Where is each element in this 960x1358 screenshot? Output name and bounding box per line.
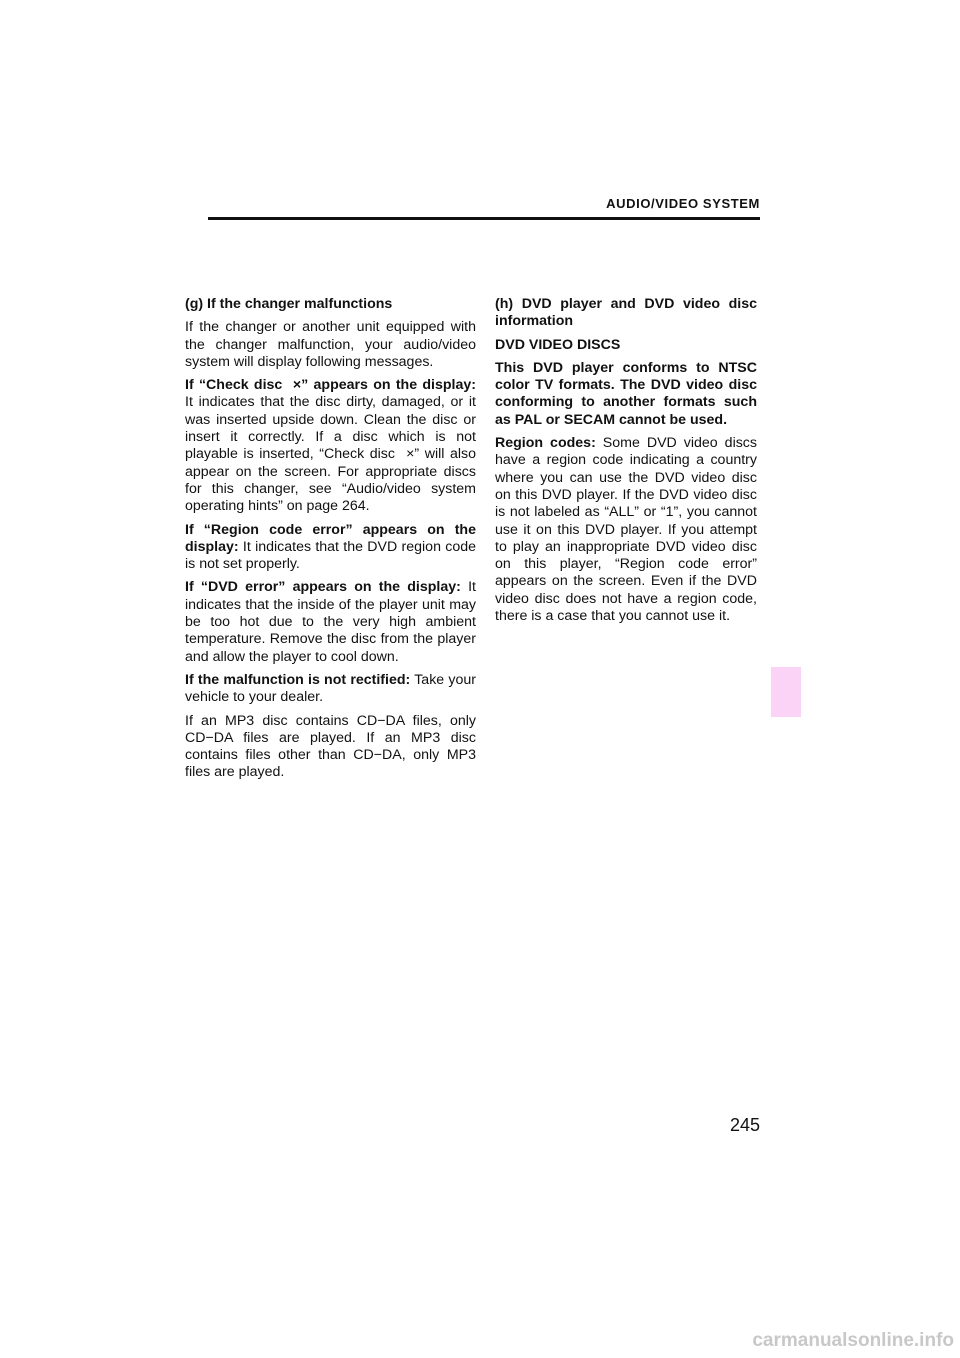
section-heading-g: (g) If the changer malfunctions bbox=[185, 296, 393, 312]
right-column bbox=[495, 296, 757, 631]
dvd-error-label: If “DVD error” appears on the display: bbox=[185, 579, 461, 596]
intro-paragraph: If the changer or another unit equipped with the changer malfunction, your audio/video system will display following messages. bbox=[185, 319, 476, 370]
header-rule bbox=[208, 217, 760, 220]
region-error-paragraph bbox=[185, 522, 476, 574]
ntsc-paragraph: This DVD player conforms to NTSC color TV formats. The DVD video disc conforming to another formats such as PAL or SECAM cannot be used. bbox=[495, 359, 757, 428]
chapter-side-tab bbox=[771, 667, 801, 717]
region-error-text: It indicates that the DVD region code is not set properly. bbox=[185, 538, 476, 573]
check-disc-text: It indicates that the disc dirty, damaged, or it was inserted upside down. Clean the disc or insert it correctly. If a disc which is not playable is inserted, “Check disc ×” will also appear on the screen. For appropriate discs for this changer, see “Audio/video system operating hints” on page 264. bbox=[185, 394, 476, 515]
section-heading-h: (h) DVD player and DVD video disc information bbox=[495, 296, 757, 330]
region-codes-text: Some DVD video discs have a region code indicating a country where you can use the DVD video disc on this DVD player. If the DVD video disc is not labeled as “ALL” or “1”, you cannot use it on this DVD player. If you attempt to play an inappropriate DVD video disc on this player, “Region code error” appears on the screen. Even if the DVD video disc does not have a region code, there is a case that you cannot use it. bbox=[495, 435, 757, 625]
page-header-title: AUDIO/VIDEO SYSTEM bbox=[606, 196, 760, 211]
dvd-video-discs-subheading: DVD VIDEO DISCS bbox=[495, 336, 621, 353]
watermark-text: carmanualsonline.info bbox=[752, 1330, 954, 1351]
dvd-error-paragraph bbox=[185, 579, 476, 665]
check-disc-label: If “Check disc ×” appears on the display: bbox=[185, 377, 476, 394]
not-rectified-label: If the malfunction is not rectified: bbox=[185, 671, 411, 688]
region-codes-label: Region codes: bbox=[495, 435, 596, 452]
mp3-note-paragraph: If an MP3 disc contains CD−DA files, only CD−DA files are played. If an MP3 disc contains files other than CD−DA, only MP3 files are played. bbox=[185, 712, 476, 781]
region-error-label: If “Region code error” appears on the display: bbox=[185, 521, 476, 555]
not-rectified-text: Take your vehicle to your dealer. bbox=[185, 671, 476, 706]
not-rectified-paragraph bbox=[185, 672, 476, 707]
dvd-error-text: It indicates that the inside of the player unit may be too hot due to the very high ambient temperature. Remove the disc from the player and allow the player to cool down. bbox=[185, 579, 476, 665]
check-disc-paragraph bbox=[185, 377, 476, 515]
left-column bbox=[185, 296, 476, 788]
region-codes-paragraph bbox=[495, 435, 757, 625]
page-number: 245 bbox=[729, 1115, 760, 1135]
